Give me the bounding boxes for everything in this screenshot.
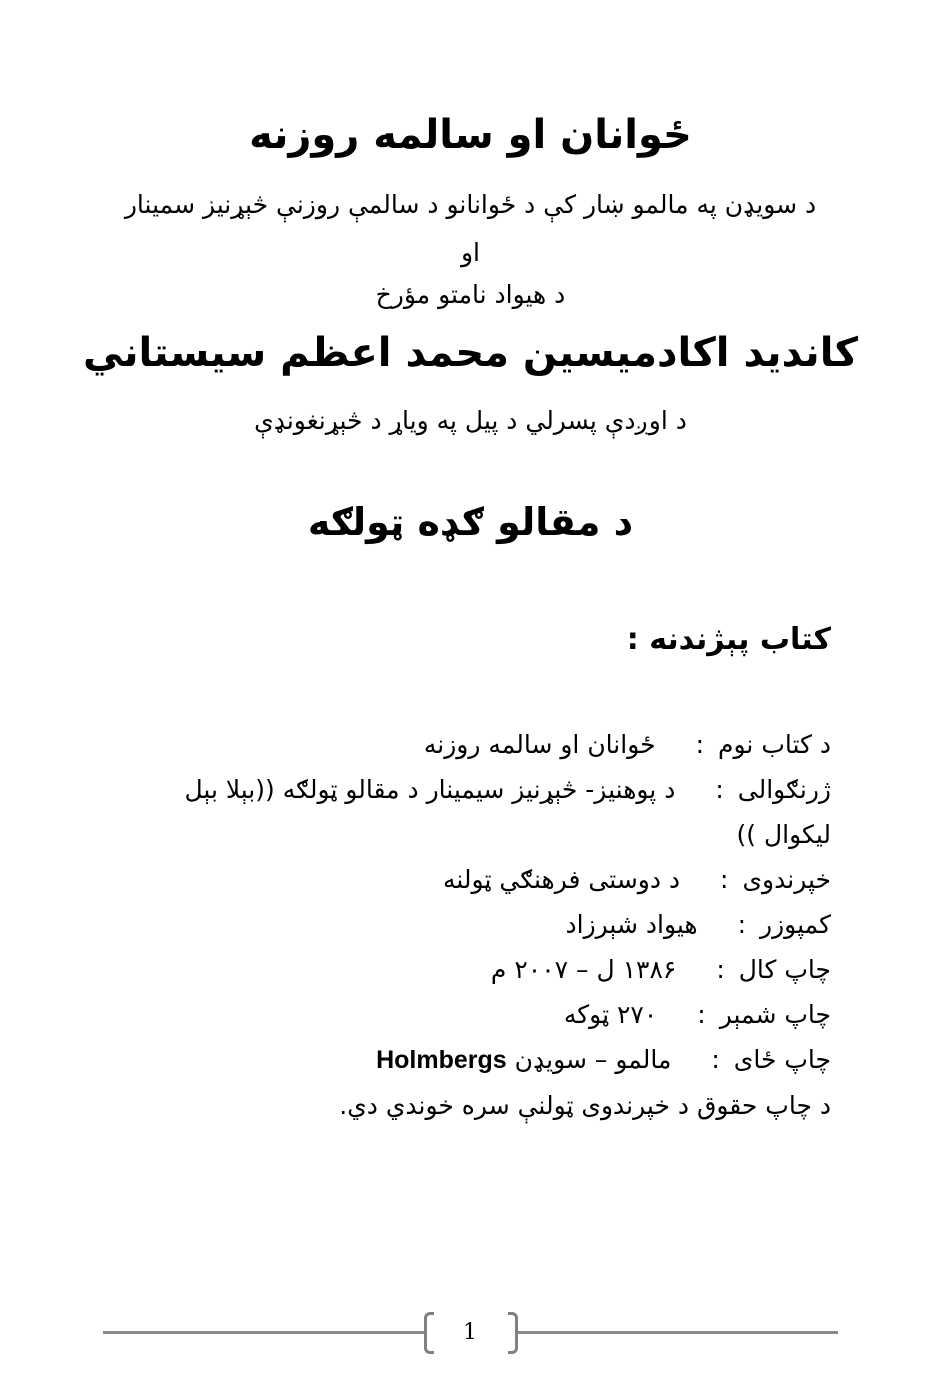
page-number-bracket-right (508, 1312, 518, 1354)
detail-label: چاپ شمېر (719, 1000, 831, 1029)
detail-value: د پوهنیز- څېړنیز سیمینار د مقالو ټولګه ((بېلا بېل (184, 775, 676, 804)
detail-label: کمپوزر (760, 910, 831, 939)
detail-row-book-name (171, 722, 831, 767)
detail-colon: : (715, 775, 724, 804)
subtitle-conjunction: او (460, 238, 481, 267)
detail-label: خپرندوی (742, 865, 831, 894)
detail-value: ۲۷۰ ټوکه (563, 1000, 658, 1029)
subtitle-historian: د هیواد نامتو مؤرخ (375, 280, 566, 309)
detail-row-print-count (171, 992, 831, 1037)
detail-value: ځوانان او سالمه روزنه (423, 730, 656, 759)
detail-label: چاپ ځای (733, 1045, 831, 1074)
book-details-list (171, 722, 831, 1128)
page-number: 1 (463, 1320, 477, 1345)
detail-row-publisher (171, 857, 831, 902)
detail-value: هیواد شېرزاد (565, 910, 698, 939)
detail-colon: : (716, 955, 725, 984)
detail-colon: : (695, 730, 705, 759)
detail-value-pashto: مالمو – سویډن (514, 1045, 672, 1074)
footer-divider-right (516, 1331, 838, 1334)
rights-note: د چاپ حقوق د خپرندوی ټولنې سره خوندي دي. (339, 1091, 831, 1120)
subtitle-seminar: د سویډن په مالمو ښار کې د ځوانانو د سالمې روزنې څېړنیز سمینار (124, 190, 817, 219)
honoree-name: کاندید اکادمیسین محمد اعظم سیستاني (83, 330, 858, 376)
page-number-bracket-left (424, 1312, 434, 1354)
detail-row-subject-cont (171, 812, 831, 857)
detail-row-subject (171, 767, 831, 812)
detail-colon: : (737, 910, 747, 939)
detail-colon: : (711, 1045, 720, 1074)
book-details-heading: کتاب پېژندنه : (626, 622, 831, 657)
detail-value: د دوستی فرهنګي ټولنه (442, 865, 681, 894)
footer-divider-left (103, 1331, 425, 1334)
detail-label: د کتاب نوم (718, 730, 831, 759)
detail-label: چاپ کال (738, 955, 831, 984)
honoree-occasion: د اوږدې پسرلي د پیل په ویاړ د څېړنغونډې (254, 406, 687, 435)
detail-value-continuation: لیکوال )) (736, 820, 831, 849)
book-title: د مقالو ګډه ټولګه (307, 500, 634, 544)
detail-row-composer (171, 902, 831, 947)
detail-row-print-year (171, 947, 831, 992)
detail-row-print-place (171, 1037, 831, 1083)
main-title: ځوانان او سالمه روزنه (249, 112, 692, 158)
detail-colon: : (720, 865, 729, 894)
detail-label: ژرنګوالی (737, 775, 831, 804)
detail-colon: : (697, 1000, 706, 1029)
detail-value (376, 1037, 671, 1083)
detail-value: ۱۳۸۶ ل – ۲۰۰۷ م (490, 955, 677, 984)
detail-value-printer: Holmbergs (376, 1046, 507, 1074)
